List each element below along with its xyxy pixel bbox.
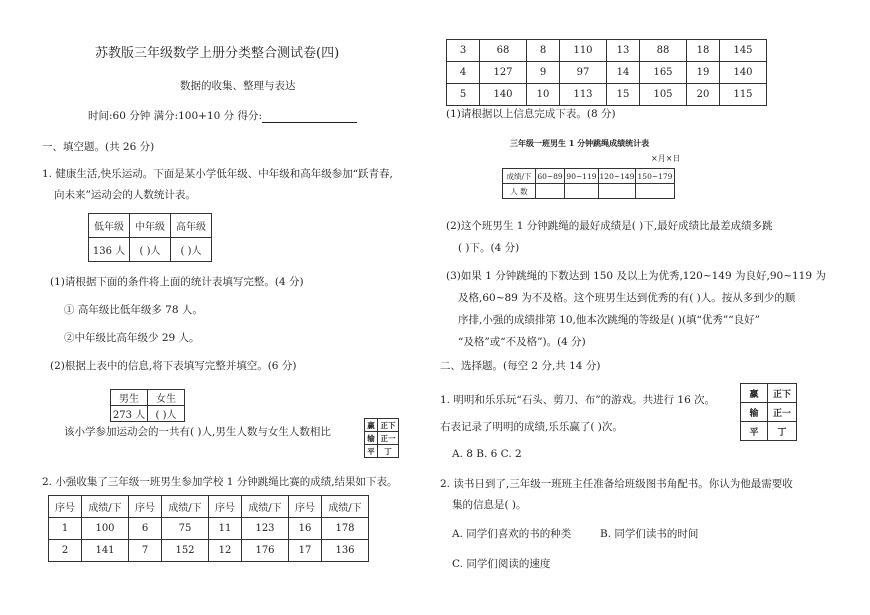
stat-header: 成绩/下: [503, 169, 536, 184]
q2-part2-line2: ( )下。(4 分): [458, 242, 520, 254]
stat-header: 150~179: [636, 169, 675, 184]
table-header: 序号: [129, 496, 162, 518]
q2-part3-line1: (3)如果 1 分钟跳绳的下数达到 150 及以上为优秀,120~149 为良好,90~119 为: [446, 270, 826, 282]
s2-q2-line1: 2. 读书日到了,三年级一班班主任准备给班级图书角配书。你认为他最需要收: [440, 478, 793, 490]
grade-value-mid: ( )人: [130, 238, 171, 262]
table-header: 序号: [209, 496, 242, 518]
stat-cell: [636, 184, 675, 199]
table-row: [49, 540, 369, 562]
table-row: [447, 40, 767, 62]
tally-left-label-draw: 平: [365, 445, 378, 458]
gender-value-boys: 273 人: [111, 406, 148, 422]
table-cell: 5: [447, 84, 480, 106]
table-cell: 9: [527, 62, 560, 84]
jump-table-left: [48, 495, 369, 562]
table-cell: 6: [129, 518, 162, 540]
grade-count-table: [88, 213, 212, 262]
tally-mark-win: 正下: [768, 384, 797, 403]
table-cell: 1: [49, 518, 82, 540]
table-cell: 145: [720, 40, 767, 62]
tally-left-mark-lose: 正一: [378, 432, 399, 445]
table-header: 成绩/下: [82, 496, 129, 518]
q2-part3-line2: 及格,60~89 为不及格。这个班男生达到优秀的有( )人。按从多到少的顺: [458, 292, 796, 304]
q2-part3-line3: 序排,小强的成绩排第 10,他本次跳绳的等级是( )(填“优秀”“良好”: [458, 314, 760, 326]
grade-header-high: 高年级: [171, 214, 212, 238]
table-cell: 14: [607, 62, 640, 84]
table-cell: 136: [322, 540, 369, 562]
table-cell: 178: [322, 518, 369, 540]
grade-header-mid: 中年级: [130, 214, 171, 238]
table-row: [49, 518, 369, 540]
table-header: 序号: [289, 496, 322, 518]
table-cell: 123: [242, 518, 289, 540]
gender-header-girls: 女生: [148, 390, 185, 406]
section1-heading: 一、填空题。(共 26 分): [42, 141, 155, 153]
table-cell: 7: [129, 540, 162, 562]
table-cell: 88: [640, 40, 687, 62]
tally-left-mark-win: 正下: [378, 419, 399, 432]
table-row: [447, 62, 767, 84]
table-cell: 110: [560, 40, 607, 62]
q2-line1: 2. 小强收集了三年级一班男生参加学校 1 分钟跳绳比赛的成绩,结果如下表。: [42, 476, 398, 488]
table-cell: 11: [209, 518, 242, 540]
q1-part2: (2)根据上表中的信息,将下表填写完整并填空。(6 分): [50, 360, 297, 372]
tally-mark-draw: 丁: [768, 422, 797, 441]
tally-left-label-win: 赢: [365, 419, 378, 432]
s2-q1-line2: 右表记录了明明的成绩,乐乐赢了( )次。: [440, 421, 623, 433]
q2-part3-line4: “及格”或“不及格”)。(4 分): [458, 336, 586, 348]
table-cell: 17: [289, 540, 322, 562]
q1-condition2: ②中年级比高年级少 29 人。: [64, 332, 200, 344]
table-cell: 113: [560, 84, 607, 106]
table-cell: 20: [687, 84, 720, 106]
table-cell: 18: [687, 40, 720, 62]
tally-left-mark-draw: 丁: [378, 445, 399, 458]
stat-row-label: 人 数: [503, 184, 536, 199]
stat-table: [502, 168, 675, 199]
stat-cell: [599, 184, 636, 199]
page-title: 苏教版三年级数学上册分类整合测试卷(四): [95, 46, 340, 61]
table-cell: 10: [527, 84, 560, 106]
section2-heading: 二、选择题。(每空 2 分,共 14 分): [440, 360, 601, 372]
table-cell: 115: [720, 84, 767, 106]
stat-cell: [565, 184, 599, 199]
grade-header-low: 低年级: [89, 214, 130, 238]
stat-header: 90~119: [565, 169, 599, 184]
tally-label-lose: 输: [741, 403, 768, 422]
table-cell: 140: [720, 62, 767, 84]
table-cell: 8: [527, 40, 560, 62]
page-subtitle: 数据的收集、整理与表达: [180, 80, 296, 92]
table-cell: 176: [242, 540, 289, 562]
grade-value-low: 136 人: [89, 238, 130, 262]
table-cell: 152: [162, 540, 209, 562]
table-cell: 2: [49, 540, 82, 562]
s2-q2-line2: 集的信息是( )。: [452, 499, 527, 511]
tally-left-label-lose: 输: [365, 432, 378, 445]
stat-table-date: ×月×日: [651, 154, 681, 163]
gender-value-girls: ( )人: [148, 406, 185, 422]
q1-part1: (1)请根据下面的条件将上面的统计表填写完整。(4 分): [50, 276, 304, 288]
table-cell: 4: [447, 62, 480, 84]
table-cell: 105: [640, 84, 687, 106]
q1-line1: 1. 健康生活,快乐运动。下面是某小学低年级、中年级和高年级参加“跃青春,: [42, 168, 393, 180]
table-cell: 3: [447, 40, 480, 62]
s2-q2-option-a: A. 同学们喜欢的书的种类: [452, 528, 572, 540]
tally-label-draw: 平: [741, 422, 768, 441]
table-cell: 140: [480, 84, 527, 106]
table-cell: 19: [687, 62, 720, 84]
table-header: 成绩/下: [322, 496, 369, 518]
tally-table-left: [364, 418, 399, 458]
q1-condition1: ① 高年级比低年级多 78 人。: [64, 304, 203, 316]
s2-q2-option-b: B. 同学们读书的时间: [600, 528, 699, 540]
table-header: 成绩/下: [162, 496, 209, 518]
exam-info-text: 时间:60 分钟 满分:100+10 分 得分:: [88, 110, 263, 122]
q2-part2-line1: (2)这个班男生 1 分钟跳绳的最好成绩是( )下,最好成绩比最差成绩多跳: [446, 220, 773, 232]
stat-header: 60~89: [536, 169, 565, 184]
table-cell: 75: [162, 518, 209, 540]
tally-mark-lose: 正一: [768, 403, 797, 422]
s2-q2-option-c: C. 同学们阅读的速度: [452, 558, 551, 570]
exam-info: [88, 108, 357, 123]
table-cell: 13: [607, 40, 640, 62]
tally-label-win: 赢: [741, 384, 768, 403]
q1-part2-text: 该小学参加运动会的一共有( )人,男生人数与女生人数相比: [64, 426, 331, 438]
table-row: [447, 84, 767, 106]
stat-table-title: 三年级一班男生 1 分钟跳绳成绩统计表: [510, 138, 650, 148]
stat-cell: [536, 184, 565, 199]
q1-line2: 向未来”运动会的人数统计表。: [54, 189, 196, 201]
table-cell: 100: [82, 518, 129, 540]
grade-value-high: ( )人: [171, 238, 212, 262]
table-cell: 16: [289, 518, 322, 540]
jump-table-right: [446, 39, 767, 106]
table-cell: 165: [640, 62, 687, 84]
table-cell: 141: [82, 540, 129, 562]
s2-q1-line1: 1. 明明和乐乐玩“石头、剪刀、布”的游戏。共进行 16 次。: [440, 394, 716, 406]
s2-q1-options: A. 8 B. 6 C. 2: [452, 448, 522, 460]
score-blank: [262, 112, 357, 123]
tally-table: [740, 383, 797, 441]
table-header: 成绩/下: [242, 496, 289, 518]
stat-header: 120~149: [599, 169, 636, 184]
q2-part1: (1)请根据以上信息完成下表。(8 分): [446, 108, 616, 120]
table-cell: 68: [480, 40, 527, 62]
table-cell: 15: [607, 84, 640, 106]
gender-header-boys: 男生: [111, 390, 148, 406]
table-header: 序号: [49, 496, 82, 518]
table-cell: 12: [209, 540, 242, 562]
table-cell: 127: [480, 62, 527, 84]
table-cell: 97: [560, 62, 607, 84]
gender-table: [110, 389, 185, 422]
